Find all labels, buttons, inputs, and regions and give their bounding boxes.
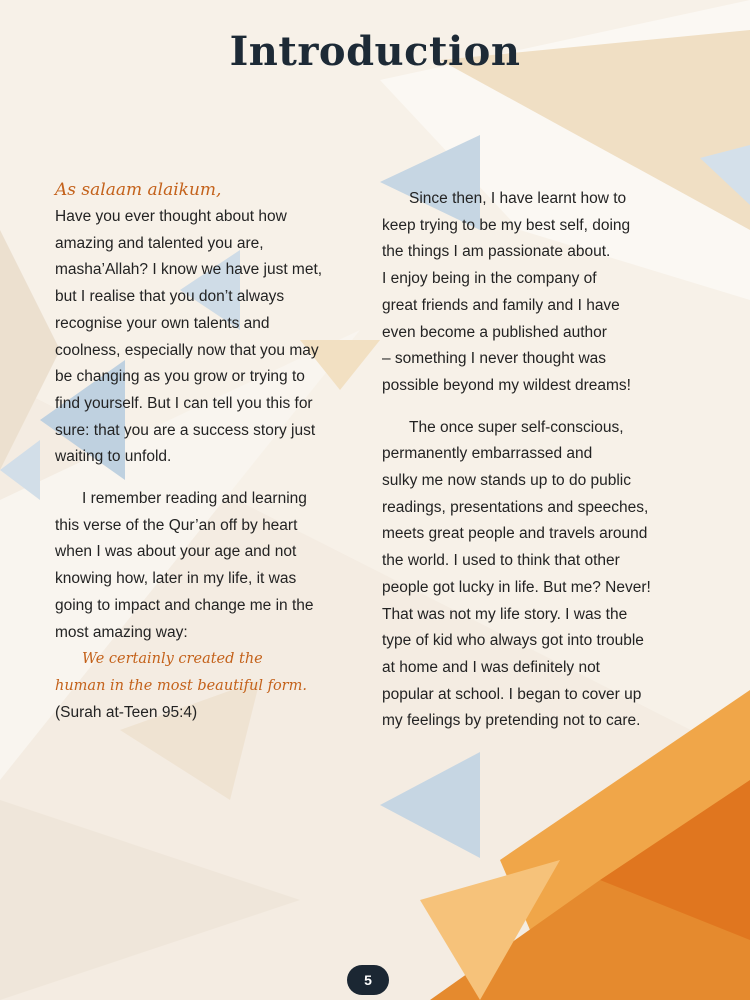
text-line: recognise your own talents and [55,314,270,332]
paragraph-2 [55,486,355,646]
text-line: at home and I was definitely not [382,658,600,676]
paragraph-3 [382,186,682,400]
text-line: type of kid who always got into trouble [382,632,644,650]
text-line: meets great people and travels around [382,525,648,543]
text-line: The once super self-conscious, [409,418,624,436]
text-line: Have you ever thought about how [55,208,287,225]
text-line: great friends and family and I have [382,296,620,314]
text-line: masha’Allah? I know we have just met, [55,261,323,279]
text-line: amazing and talented you are, [55,234,264,252]
text-line: waiting to unfold. [55,448,172,466]
text-line: knowing how, later in my life, it was [55,570,297,588]
page-number-badge: 5 [347,965,389,995]
text-line: – something I never thought was [382,350,607,368]
text-line: coolness, especially now that you may [55,341,319,359]
verse-line: human in the most beautiful form. [55,677,307,694]
text-line: find yourself. But I can tell you this for [55,394,313,412]
text-line: my feelings by pretending not to care. [382,712,641,730]
text-line: even become a published author [382,323,607,341]
bg-beige-bottom-left [0,800,300,1000]
text-line: That was not my life story. I was the [382,605,628,623]
verse-citation: (Surah at-Teen 95:4) [55,703,198,721]
paragraph-4 [382,415,682,735]
paragraph-1 [55,204,355,471]
quran-verse [55,646,355,699]
text-line: the world. I used to think that other [382,552,620,570]
bg-blue-triangle-6 [380,752,480,858]
text-line: when I was about your age and not [55,543,297,561]
verse-line: We certainly created the [82,651,263,668]
text-line: permanently embarrassed and [382,445,593,463]
right-column [382,186,682,735]
text-line: possible beyond my wildest dreams! [382,376,631,394]
text-line: sure: that you are a success story just [55,421,316,439]
text-line: readings, presentations and speeches, [382,498,649,516]
page-title: Introduction [229,28,521,75]
text-line: Since then, I have learnt how to [409,190,627,207]
text-line: most amazing way: [55,623,188,641]
text-line: people got lucky in life. But me? Never! [382,578,651,596]
text-line: keep trying to be my best self, doing [382,216,631,234]
text-line: but I realise that you don’t always [55,288,285,306]
greeting: As salaam alaikum, [55,180,222,200]
text-line: I enjoy being in the company of [382,270,597,288]
text-line: popular at school. I began to cover up [382,685,642,703]
text-line: the things I am passionate about. [382,243,611,261]
text-line: sulky me now stands up to do public [382,472,631,490]
text-line: be changing as you grow or trying to [55,368,305,386]
text-line: I remember reading and learning [82,490,307,508]
left-column [55,176,355,726]
text-line: this verse of the Qur’an off by heart [55,516,298,534]
text-line: going to impact and change me in the [55,596,314,614]
